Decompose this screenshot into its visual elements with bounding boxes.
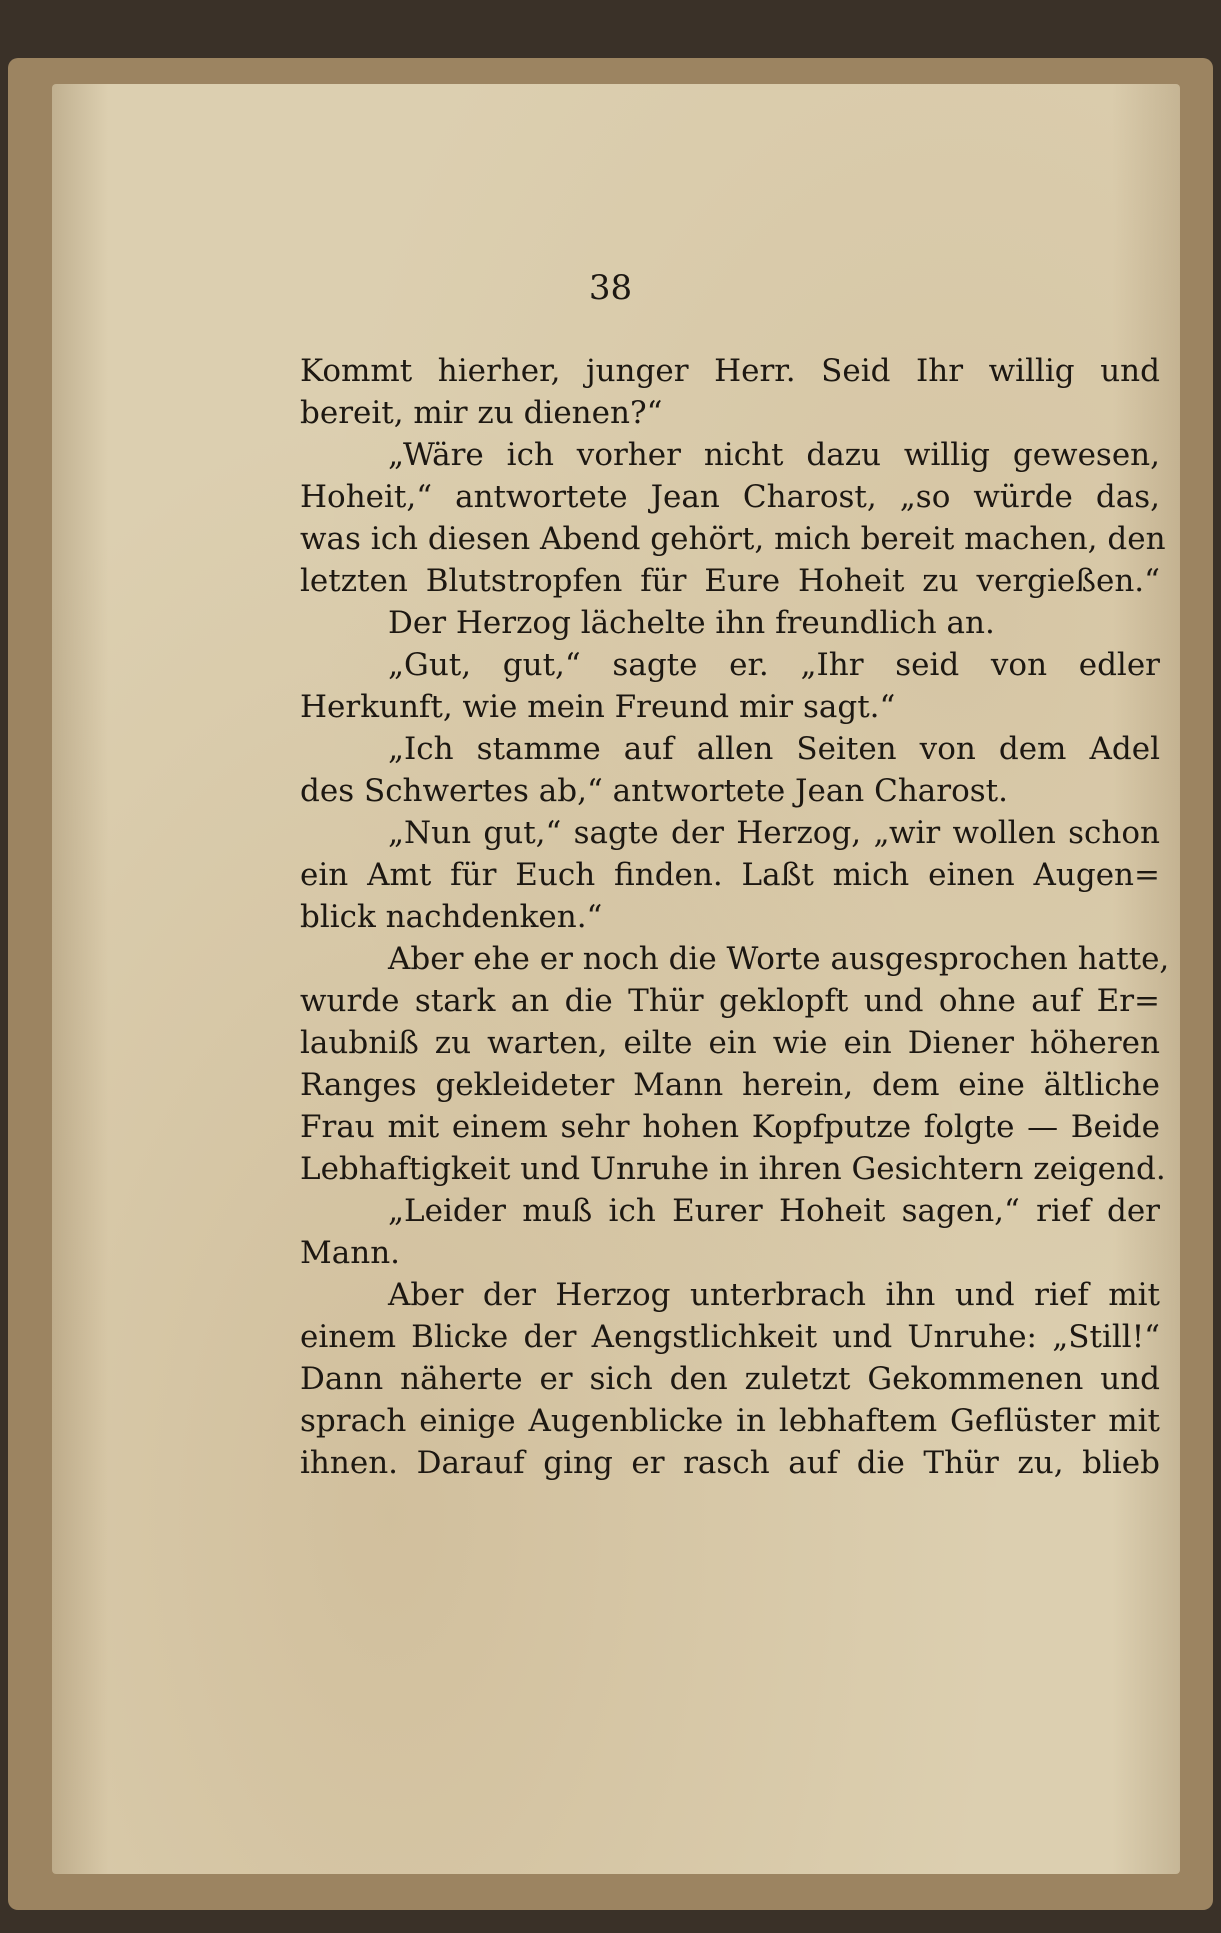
text-line: Aber der Herzog unterbrach ihn und rief mit <box>388 1277 1160 1313</box>
text-line: Aber ehe er noch die Worte ausgesprochen hatte, <box>388 941 1170 977</box>
text-line: Kommt hierher, junger Herr. Seid Ihr willig und <box>300 353 1160 389</box>
text-line: laubniß zu warten, eilte ein wie ein Diener höheren <box>300 1025 1160 1061</box>
text-line: „Gut, gut,“ sagte er. „Ihr seid von edler <box>388 647 1160 683</box>
text-line: Hoheit,“ antwortete Jean Charost, „so würde das, <box>300 479 1160 515</box>
text-line: „Wäre ich vorher nicht dazu willig gewesen, <box>388 437 1160 473</box>
text-line: Dann näherte er sich den zuletzt Gekommenen und <box>300 1361 1160 1397</box>
text-line: bereit, mir zu dienen?“ <box>300 395 663 431</box>
text-line: Lebhaftigkeit und Unruhe in ihren Gesichtern zeigend. <box>300 1151 1166 1187</box>
text-line: „Nun gut,“ sagte der Herzog, „wir wollen schon <box>388 815 1160 851</box>
text-line: des Schwertes ab,“ antwortete Jean Charost. <box>300 773 1008 809</box>
text-line: Herkunft, wie mein Freund mir sagt.“ <box>300 689 896 725</box>
text-line: sprach einige Augenblicke in lebhaftem Geflüster mit <box>300 1403 1160 1439</box>
text-line: ihnen. Darauf ging er rasch auf die Thür zu, blieb <box>300 1445 1160 1481</box>
text-line: letzten Blutstropfen für Eure Hoheit zu vergießen.“ <box>300 563 1160 599</box>
text-line: Mann. <box>300 1235 401 1271</box>
text-line: was ich diesen Abend gehört, mich bereit machen, den <box>300 521 1166 557</box>
text-line: ein Amt für Euch finden. Laßt mich einen Augen= <box>300 857 1160 893</box>
text-line: „Ich stamme auf allen Seiten von dem Adel <box>388 731 1160 767</box>
text-line: blick nachdenken.“ <box>300 899 603 935</box>
page-number: 38 <box>588 268 633 308</box>
text-line: Ranges gekleideter Mann herein, dem eine ältliche <box>300 1067 1160 1103</box>
text-line: Der Herzog lächelte ihn freundlich an. <box>388 605 995 641</box>
text-line: einem Blicke der Aengstlichkeit und Unruhe: „Still!“ <box>300 1319 1160 1355</box>
text-line: wurde stark an die Thür geklopft und ohne auf Er= <box>300 983 1160 1019</box>
body-text <box>300 350 1170 1484</box>
text-line: Frau mit einem sehr hohen Kopfputze folgte — Beide <box>300 1109 1160 1145</box>
text-line: „Leider muß ich Eurer Hoheit sagen,“ rief der <box>388 1193 1160 1229</box>
